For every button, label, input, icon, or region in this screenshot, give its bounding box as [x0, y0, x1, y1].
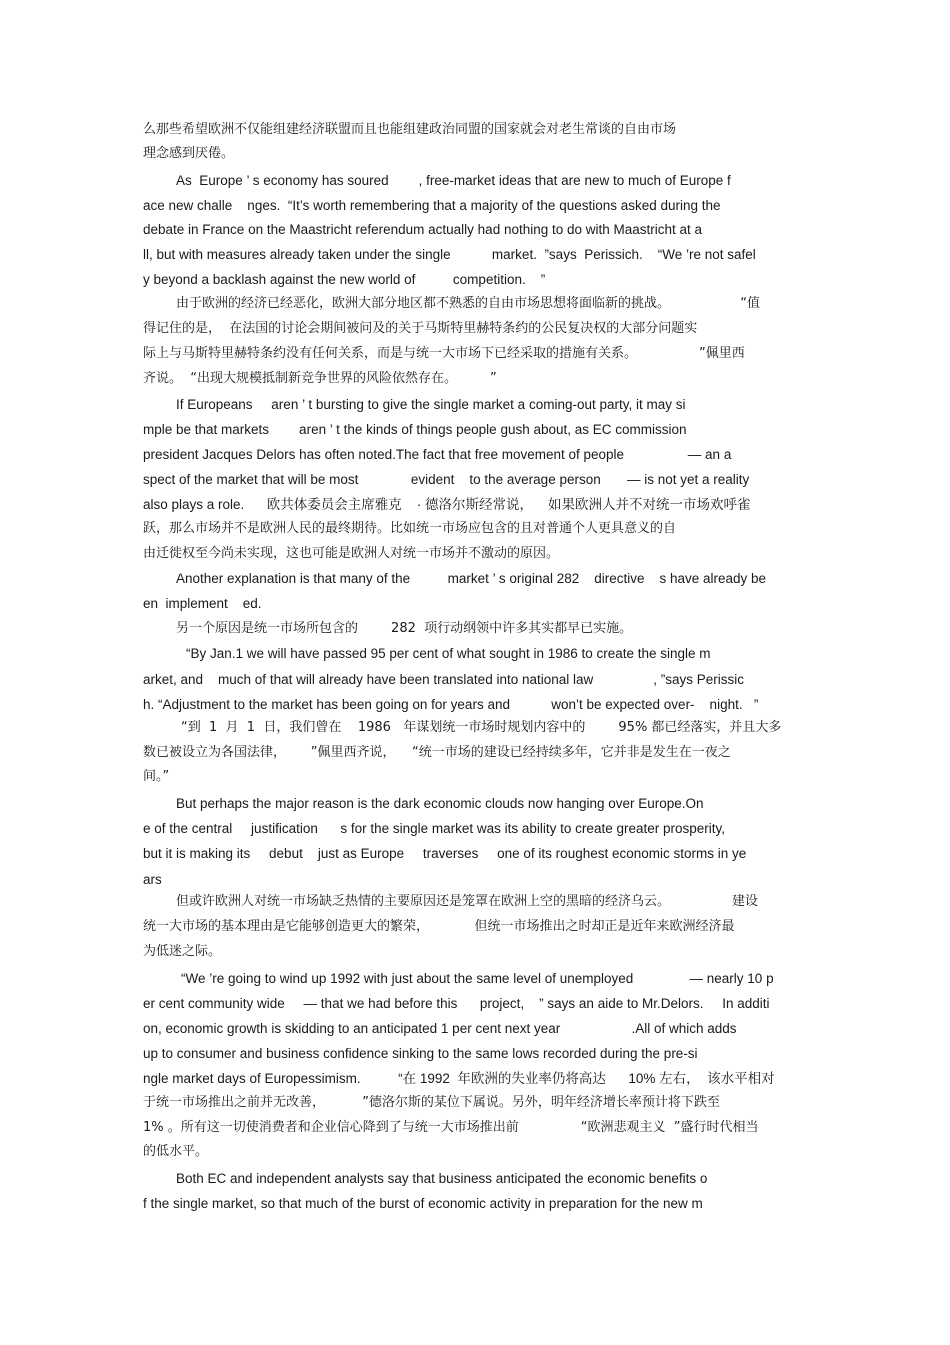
- text-line-en: h. “Adjustment to the market has been going on for years and won’t be expected over- night. ”: [143, 697, 759, 712]
- text-line-en: en implement ed.: [143, 596, 262, 611]
- text-line-en: Both EC and independent analysts say that business anticipated the economic benefits o: [176, 1171, 708, 1186]
- text-line-cn: 另一个原因是统一市场所包含的 282 项行动纲领中许多其实都早已实施。: [176, 621, 633, 636]
- text-line-en: ll, but with measures already taken under the single market. ”says Perissich. “We ’re not safel: [143, 247, 756, 262]
- text-line-en: ars: [143, 872, 162, 887]
- text-line-en: But perhaps the major reason is the dark economic clouds now hanging over Europe.On: [176, 796, 704, 811]
- text-line-cn: 得记住的是， 在法国的讨论会期间被问及的关于马斯特里赫特条约的公民复决权的大部分问题实: [143, 321, 698, 336]
- text-line-cn: 齐说。 “出现大规模抵制新竞争世界的风险依然存在。 ”: [143, 371, 497, 386]
- text-line-mixed: also plays a role. 欧共体委员会主席雅克 · 德洛尔斯经常说， 如果欧洲人并不对统一市场欢呼雀: [143, 497, 751, 512]
- text-line-en: er cent community wide — that we had before this project, ” says an aide to Mr.Delors. In additi: [143, 996, 770, 1011]
- text-line-cn: 的低水平。: [143, 1144, 209, 1159]
- text-line-en: on, economic growth is skidding to an anticipated 1 per cent next year .All of which adds: [143, 1021, 737, 1036]
- text-line-en: “By Jan.1 we will have passed 95 per cent of what sought in 1986 to create the single m: [186, 646, 711, 661]
- text-line-en: but it is making its debut just as Europe traverses one of its roughest economic storms in ye: [143, 846, 747, 861]
- text-line-en: arket, and much of that will already have been translated into national law , ”says Perissic: [143, 672, 745, 687]
- text-line-en: ace new challe nges. “It’s worth remembering that a majority of the questions asked during the: [143, 198, 721, 213]
- text-line-cn: 统一大市场的基本理由是它能够创造更大的繁荣， 但统一市场推出之时却正是近年来欧洲经济最: [143, 919, 735, 934]
- text-line-en: y beyond a backlash against the new world of competition. ”: [143, 272, 546, 287]
- text-line-en: f the single market, so that much of the burst of economic activity in preparation for the new m: [143, 1196, 703, 1211]
- text-line-cn: 由于欧洲的经济已经恶化，欧洲大部分地区都不熟悉的自由市场思想将面临新的挑战。 “值: [176, 296, 760, 311]
- text-line-en: debate in France on the Maastricht referendum actually had nothing to do with Maastricht at a: [143, 222, 703, 237]
- text-line-cn: 为低迷之际。: [143, 944, 222, 959]
- text-line-cn: 际上与马斯特里赫特条约没有任何关系，而是与统一大市场下已经采取的措施有关系。 ”佩里西: [143, 346, 745, 361]
- text-line-mixed: ngle market days of Europessimism. “在 1992 年欧洲的失业率仍将高达 10% 左右， 该水平相对: [143, 1071, 775, 1086]
- text-line-cn: 1% 。所有这一切使消费者和企业信心降到了与统一大市场推出前 “欧洲悲观主义 ”盛行时代相当: [143, 1120, 759, 1135]
- text-line-cn: 由迁徙权至今尚未实现，这也可能是欧洲人对统一市场并不激动的原因。: [143, 546, 560, 561]
- text-line-cn: 理念感到厌倦。: [143, 146, 235, 161]
- text-line-en: mple be that markets aren ’ t the kinds of things people gush about, as EC commission: [143, 422, 687, 437]
- text-line-cn: 数已被设立为各国法律， ”佩里西齐说， “统一市场的建设已经持续多年，它并非是发生在一夜之: [143, 745, 731, 760]
- text-line-en: e of the central justification s for the single market was its ability to create greater prosperity,: [143, 821, 726, 836]
- text-line-en: up to consumer and business confidence sinking to the same lows recorded during the pre-si: [143, 1046, 698, 1061]
- text-line-cn: 么那些希望欧洲不仅能组建经济联盟而且也能组建政治同盟的国家就会对老生常谈的自由市场: [143, 122, 677, 137]
- text-line-cn: 跃，那么市场并不是欧洲人民的最终期待。比如统一市场应包含的且对普通个人更具意义的自: [143, 521, 677, 536]
- text-line-en: “We ’re going to wind up 1992 with just about the same level of unemployed — nearly 10 p: [181, 971, 774, 986]
- text-line-cn: 但或许欧洲人对统一市场缺乏热情的主要原因还是笼罩在欧洲上空的黑暗的经济乌云。 建设: [176, 894, 758, 909]
- text-line-en: president Jacques Delors has often noted.The fact that free movement of people — an a: [143, 447, 732, 462]
- text-line-cn: 间。”: [143, 769, 170, 784]
- text-line-cn: 于统一市场推出之前并无改善， ”德洛尔斯的某位下属说。另外，明年经济增长率预计将下跌至: [143, 1095, 720, 1110]
- text-line-en: As Europe ’ s economy has soured , free-market ideas that are new to much of Europe f: [176, 173, 731, 188]
- text-line-en: spect of the market that will be most evident to the average person — is not yet a reality: [143, 472, 750, 487]
- text-line-en: Another explanation is that many of the market ’ s original 282 directive s have already be: [176, 571, 767, 586]
- text-line-cn: “到 1 月 1 日，我们曾在 1986 年谋划统一市场时规划内容中的 95% 都已经落实，并且大多: [181, 720, 782, 735]
- text-line-en: If Europeans aren ’ t bursting to give the single market a coming-out party, it may si: [176, 397, 686, 412]
